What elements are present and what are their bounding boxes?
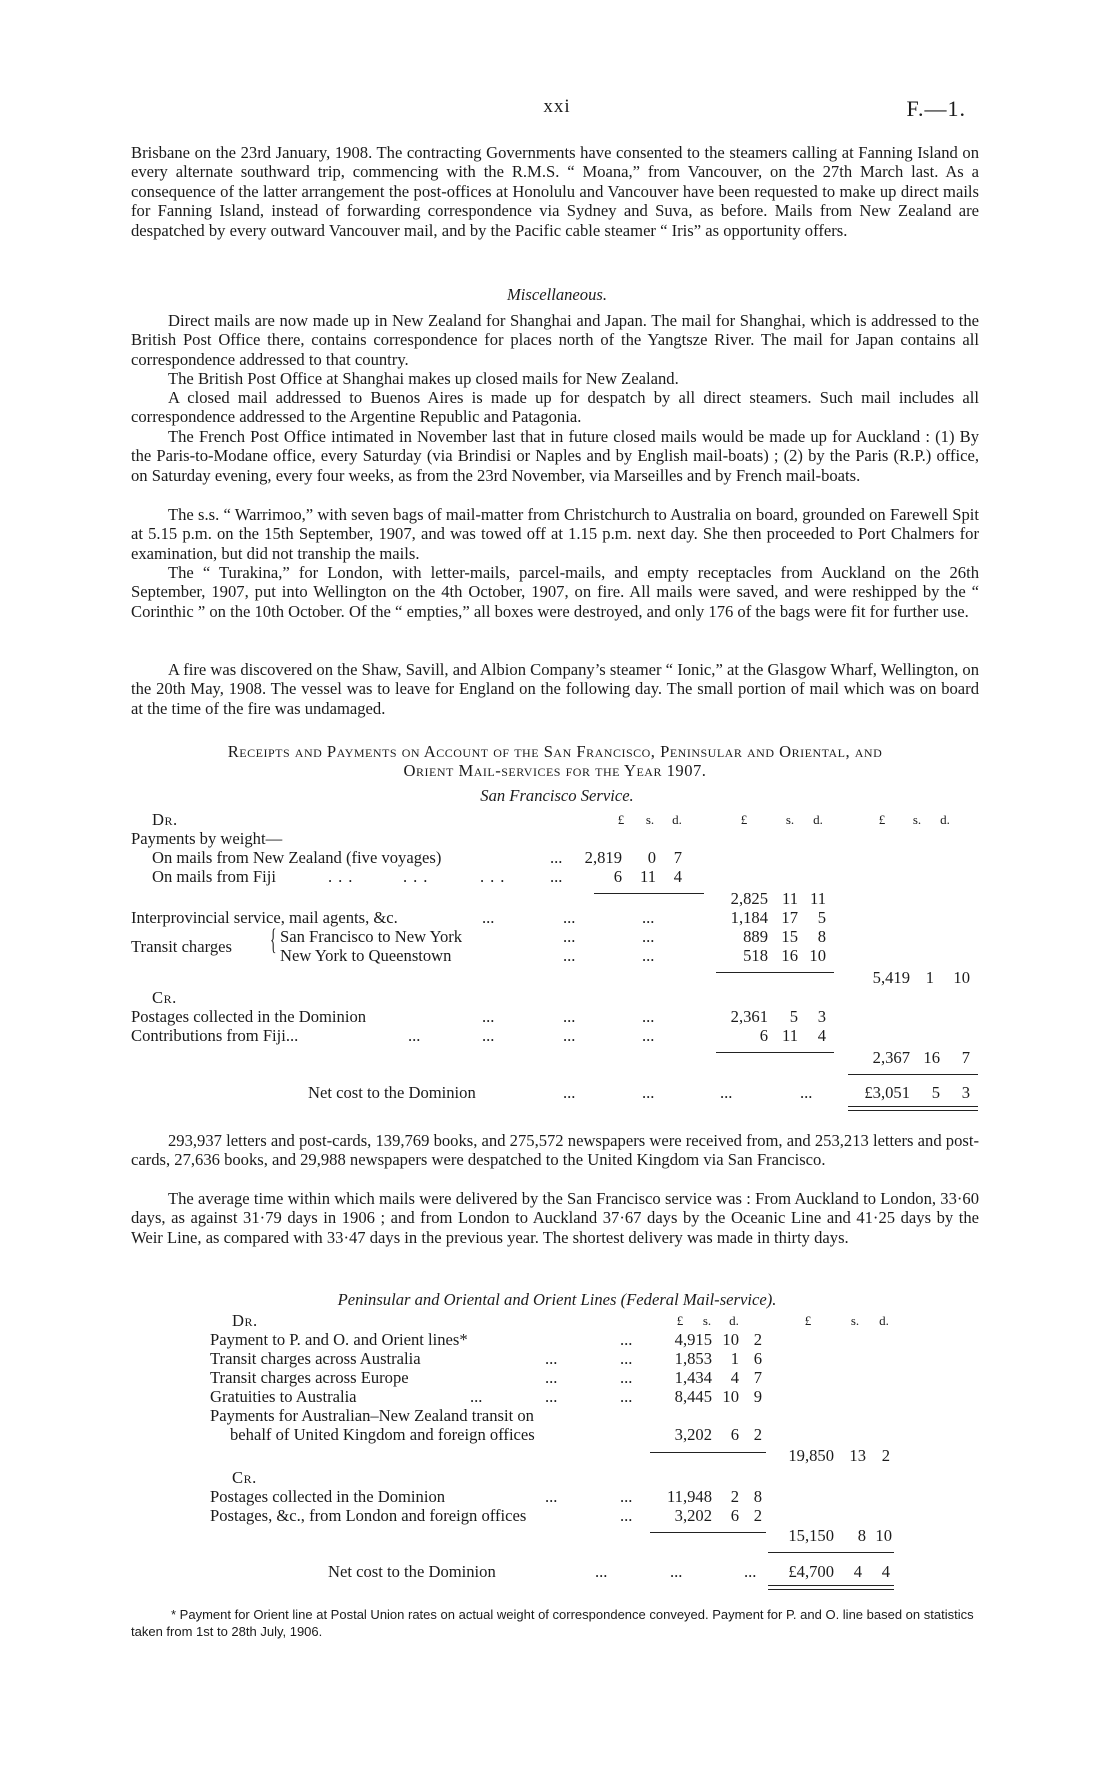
po-eur-shillings: 4 — [730, 1368, 739, 1387]
col-pence: d. — [813, 812, 823, 827]
leader-dots: ... — [563, 946, 576, 965]
sf-transit-sf-ny-shillings: 15 — [781, 927, 798, 946]
col-pound: £ — [878, 812, 886, 827]
col-pence: d. — [879, 1313, 889, 1328]
po-eur-label: Transit charges across Europe — [210, 1368, 409, 1387]
po-dr-total-rule — [650, 1452, 766, 1453]
misc-para-french-post: The French Post Office intimated in November last that in future closed mails would be made up for Auckland : (1) By the Paris-to-Modane office, every Saturday (via Brindisi or Naples and by English mail-boats) ; (2) by the Paris (R.P.) office, on Saturday evening, every four weeks, as from the 23rd November, via Marseilles and by French mail-boats. — [131, 427, 979, 485]
leader-dots: ... — [720, 1083, 733, 1102]
sf-payments-by-weight: Payments by weight— — [131, 829, 283, 848]
leader-dots: ... — [620, 1487, 633, 1506]
sf-interprov-label: Interprovincial service, mail agents, &c. — [131, 908, 398, 927]
po-aus-label: Transit charges across Australia — [210, 1349, 421, 1368]
sf-cr-total-pounds: 2,367 — [872, 1048, 910, 1067]
misc-para-ionic: A fire was discovered on the Shaw, Savill, and Albion Company’s steamer “ Ionic,” at the Glasgow Wharf, Wellington, on the 20th May, 1908. The vessel was to leave for England on the following day. The small portion of mail which was on board at the time of the fire was undamaged. — [131, 660, 979, 718]
leader-dots: ... — [545, 1368, 558, 1387]
po-dr-total-pence: 2 — [881, 1446, 890, 1465]
leader-dots: ... — [470, 1387, 483, 1406]
po-ausnz-shillings: 6 — [730, 1425, 739, 1444]
sf-postages-pounds: 2,361 — [730, 1007, 768, 1026]
dr-total-rule — [716, 972, 834, 973]
sf-postages-shillings: 5 — [789, 1007, 798, 1026]
sf-fiji-shillings: 11 — [640, 867, 656, 886]
sf-dr-total-shillings: 1 — [925, 968, 934, 987]
sf-nz-pence: 7 — [673, 848, 682, 867]
sf-interprov-shillings: 17 — [781, 908, 798, 927]
subtotal-rule — [594, 893, 704, 894]
leader-dots: ... — [744, 1562, 757, 1581]
po-dr-total-shillings: 13 — [849, 1446, 866, 1465]
po-net-pence: 4 — [881, 1562, 890, 1581]
leader-dots: ... — [642, 927, 655, 946]
net-rule-top — [848, 1074, 978, 1075]
po-eur-pence: 7 — [753, 1368, 762, 1387]
sf-nz-pounds: 2,819 — [584, 848, 622, 867]
sf-transit-ny-q-label: New York to Queenstown — [280, 946, 452, 965]
sf-dr-total-pence: 10 — [953, 968, 970, 987]
leader-dots: ... — [545, 1349, 558, 1368]
leader-dots: ... — [620, 1506, 633, 1525]
sf-interprov-pence: 5 — [817, 908, 826, 927]
po-net-label: Net cost to the Dominion — [328, 1562, 496, 1581]
leader-dots: ... — [550, 848, 563, 867]
sf-transit-sf-ny-pounds: 889 — [743, 927, 768, 946]
sf-cr-total-pence: 7 — [961, 1048, 970, 1067]
sf-subtotal-pence: 11 — [810, 889, 826, 908]
leader-dots: ... — [563, 927, 576, 946]
leader-dots: ... — [480, 867, 511, 886]
misc-para-shanghai: Direct mails are now made up in New Zealand for Shanghai and Japan. The mail for Shanghai, which is addressed to the British Post Office there, contains correspondence for places north of the Yangtsze River. The mail for Japan contains all correspondence addressed to that country. — [131, 311, 979, 369]
po-eur-pounds: 1,434 — [674, 1368, 712, 1387]
sf-cr-label: Cr. — [152, 988, 177, 1007]
po-payment-shillings: 10 — [722, 1330, 739, 1349]
sf-subtotal-shillings: 11 — [782, 889, 798, 908]
sf-para-letters: 293,937 letters and post-cards, 139,769 books, and 275,572 newspapers were received from, and 253,213 letters and post-cards, 27,636 books, and 29,988 newspapers were despatched to the United Kingdom via San Francisco. — [131, 1131, 979, 1170]
leader-dots: ... — [595, 1562, 608, 1581]
col-pound: £ — [804, 1313, 812, 1328]
po-post-label: Postages collected in the Dominion — [210, 1487, 446, 1506]
leader-dots: ... — [545, 1387, 558, 1406]
leader-dots: ... — [482, 1007, 495, 1026]
sf-heading: San Francisco Service. — [480, 786, 634, 805]
cr-total-rule — [716, 1052, 834, 1053]
sf-transit-label: Transit charges — [131, 937, 232, 956]
brace-icon: { — [269, 923, 277, 956]
po-payment-pence: 2 — [753, 1330, 762, 1349]
leader-dots: ... — [642, 908, 655, 927]
sf-cr-total-shillings: 16 — [923, 1048, 940, 1067]
leader-dots: ... — [620, 1349, 633, 1368]
sf-subtotal-pounds: 2,825 — [730, 889, 768, 908]
sf-transit-sf-ny-label: San Francisco to New York — [280, 927, 463, 946]
po-grat-pence: 9 — [753, 1387, 762, 1406]
po-net-double-rule — [768, 1585, 894, 1590]
paragraph-fanning-island: Brisbane on the 23rd January, 1908. The contracting Governments have consented to the steamers calling at Fanning Island on every alternate southward trip, commencing with the R.M.S. “ Moana,” from Vancouver, on the 27th March last. As a consequence of the latter arrangement the post-offices at Honolulu and Vancouver have been requested to make up direct mails for Fanning Island, instead of forwarding correspondence via Sydney and Suva, as before. Mails from New Zealand are despatched by every outward Vancouver mail, and by the Pacific cable steamer “ Iris” as opportunity offers. — [131, 143, 979, 240]
po-london-pence: 2 — [753, 1506, 762, 1525]
leader-dots: ... — [482, 908, 495, 927]
footnote: * Payment for Orient line at Postal Union rates on actual weight of correspondence conveyed. Payment for P. and O. line based on statistics taken from 1st to 28th July, 1906. — [131, 1607, 974, 1639]
sf-nz-label: On mails from New Zealand (five voyages) — [152, 848, 442, 867]
sf-transit-sf-ny-pence: 8 — [817, 927, 826, 946]
po-aus-pence: 6 — [753, 1349, 762, 1368]
po-post-shillings: 2 — [730, 1487, 739, 1506]
col-shilling: s. — [850, 1313, 860, 1328]
sf-fiji-pounds: 6 — [613, 867, 622, 886]
sf-postages-pence: 3 — [817, 1007, 826, 1026]
sf-para-delivery: The average time within which mails were delivered by the San Francisco service was : From Auckland to London, 33·60 days, as against 31·79 days in 1906 ; and from London to Auckland 37·67 days by the Oceanic Line and 41·25 days by the Weir Line, as compared with 33·47 days in the previous year. The shortest delivery was made in thirty days. — [131, 1189, 979, 1247]
sf-net-pounds: £3,051 — [864, 1083, 910, 1102]
leader-dots: ... — [642, 946, 655, 965]
misc-para-british-post: The British Post Office at Shanghai makes up closed mails for New Zealand. — [168, 369, 679, 388]
sf-contrib-pence: 4 — [817, 1026, 826, 1045]
misc-heading: Miscellaneous. — [506, 285, 607, 304]
po-cr-total-pounds: 15,150 — [788, 1526, 834, 1545]
po-ausnz-pence: 2 — [753, 1425, 762, 1444]
po-grat-shillings: 10 — [722, 1387, 739, 1406]
leader-dots: ... — [545, 1487, 558, 1506]
sf-transit-ny-q-pounds: 518 — [743, 946, 768, 965]
leader-dots: ... — [620, 1368, 633, 1387]
misc-para-turakina: The “ Turakina,” for London, with letter-mails, parcel-mails, and empty receptacles from Auckland on the 26th September, 1907, put into Wellington on the 4th October, 1907, on fire. All mails were saved, and were reshipped by the “ Corinthic ” on the 10th October. Of the “ empties,” all boxes were destroyed, and only 176 of the bags were fit for further use. — [131, 563, 979, 621]
net-double-rule — [848, 1106, 978, 1111]
po-dr-label: Dr. — [232, 1311, 258, 1330]
po-cr-label: Cr. — [232, 1468, 257, 1487]
leader-dots: ... — [563, 1026, 576, 1045]
leader-dots: ... — [620, 1387, 633, 1406]
sf-postages-label: Postages collected in the Dominion — [131, 1007, 367, 1026]
col-shilling: s. — [702, 1313, 712, 1328]
sf-net-shillings: 5 — [931, 1083, 940, 1102]
po-cr-total-pence: 10 — [875, 1526, 892, 1545]
sf-contrib-pounds: 6 — [759, 1026, 768, 1045]
receipts-title-line2: Orient Mail-services for the Year 1907. — [403, 761, 707, 780]
receipts-title-line1: Receipts and Payments on Account of the San Francisco, Peninsular and Oriental, and — [227, 742, 883, 761]
po-grat-pounds: 8,445 — [674, 1387, 712, 1406]
leader-dots: ... — [800, 1083, 813, 1102]
leader-dots: ... — [563, 908, 576, 927]
col-pence: d. — [729, 1313, 739, 1328]
po-london-shillings: 6 — [730, 1506, 739, 1525]
leader-dots: ... — [408, 1026, 421, 1045]
leader-dots: ... — [620, 1330, 633, 1349]
sf-contrib-label: Contributions from Fiji... — [131, 1026, 299, 1045]
po-payment-pounds: 4,915 — [674, 1330, 712, 1349]
col-pound: £ — [617, 812, 625, 827]
po-net-rule-top — [768, 1552, 894, 1553]
leader-dots: ... — [642, 1007, 655, 1026]
sf-net-pence: 3 — [961, 1083, 970, 1102]
leader-dots: ... — [563, 1083, 576, 1102]
po-ausnz-pounds: 3,202 — [674, 1425, 712, 1444]
col-pound: £ — [676, 1313, 684, 1328]
col-shilling: s. — [912, 812, 922, 827]
sf-contrib-shillings: 11 — [782, 1026, 798, 1045]
po-ausnz-label-1: Payments for Australian–New Zealand transit on — [210, 1406, 534, 1425]
sf-fiji-pence: 4 — [673, 867, 682, 886]
sf-interprov-pounds: 1,184 — [730, 908, 768, 927]
po-london-pounds: 3,202 — [674, 1506, 712, 1525]
sf-fiji-label: On mails from Fiji — [152, 867, 276, 886]
sf-transit-ny-q-pence: 10 — [809, 946, 826, 965]
po-aus-shillings: 1 — [730, 1349, 739, 1368]
document-reference: F.—1. — [906, 96, 966, 121]
po-net-shillings: 4 — [853, 1562, 862, 1581]
col-pence: d. — [672, 812, 682, 827]
leader-dots: ... — [670, 1562, 683, 1581]
col-pound: £ — [740, 812, 748, 827]
sf-net-label: Net cost to the Dominion — [308, 1083, 476, 1102]
po-payment-label: Payment to P. and O. and Orient lines* — [210, 1330, 468, 1349]
page-number: xxi — [543, 96, 571, 117]
col-shilling: s. — [785, 812, 795, 827]
col-shilling: s. — [645, 812, 655, 827]
po-ausnz-label-2: behalf of United Kingdom and foreign offices — [230, 1425, 535, 1444]
po-post-pounds: 11,948 — [666, 1487, 712, 1506]
po-london-label: Postages, &c., from London and foreign offices — [210, 1506, 527, 1525]
leader-dots: ... — [642, 1083, 655, 1102]
sf-transit-ny-q-shillings: 16 — [781, 946, 798, 965]
po-cr-total-shillings: 8 — [857, 1526, 866, 1545]
misc-para-buenos-aires: A closed mail addressed to Buenos Aires is made up for despatch by all direct steamers. Such mail includes all correspondence addressed to the Argentine Republic and Patagonia. — [131, 388, 979, 427]
sf-dr-total-pounds: 5,419 — [872, 968, 910, 987]
sf-nz-shillings: 0 — [647, 848, 656, 867]
leader-dots: ... — [482, 1026, 495, 1045]
po-heading: Peninsular and Oriental and Orient Lines (Federal Mail-service). — [337, 1290, 777, 1309]
po-cr-total-rule — [650, 1532, 766, 1533]
misc-para-warrimoo: The s.s. “ Warrimoo,” with seven bags of mail-matter from Christchurch to Australia on board, grounded on Farewell Spit at 5.15 p.m. on the 15th September, 1907, and was towed off at 1.15 p.m. next day. She then proceeded to Port Chalmers for examination, but did not tranship the mails. — [131, 505, 979, 563]
col-pence: d. — [940, 812, 950, 827]
leader-dots: ... — [550, 867, 563, 886]
leader-dots: ... — [328, 867, 359, 886]
po-grat-label: Gratuities to Australia — [210, 1387, 357, 1406]
leader-dots: ... — [563, 1007, 576, 1026]
po-net-pounds: £4,700 — [788, 1562, 834, 1581]
po-dr-total-pounds: 19,850 — [788, 1446, 834, 1465]
sf-dr-label: Dr. — [152, 810, 178, 829]
leader-dots: ... — [403, 867, 434, 886]
po-post-pence: 8 — [753, 1487, 762, 1506]
po-aus-pounds: 1,853 — [674, 1349, 712, 1368]
leader-dots: ... — [642, 1026, 655, 1045]
